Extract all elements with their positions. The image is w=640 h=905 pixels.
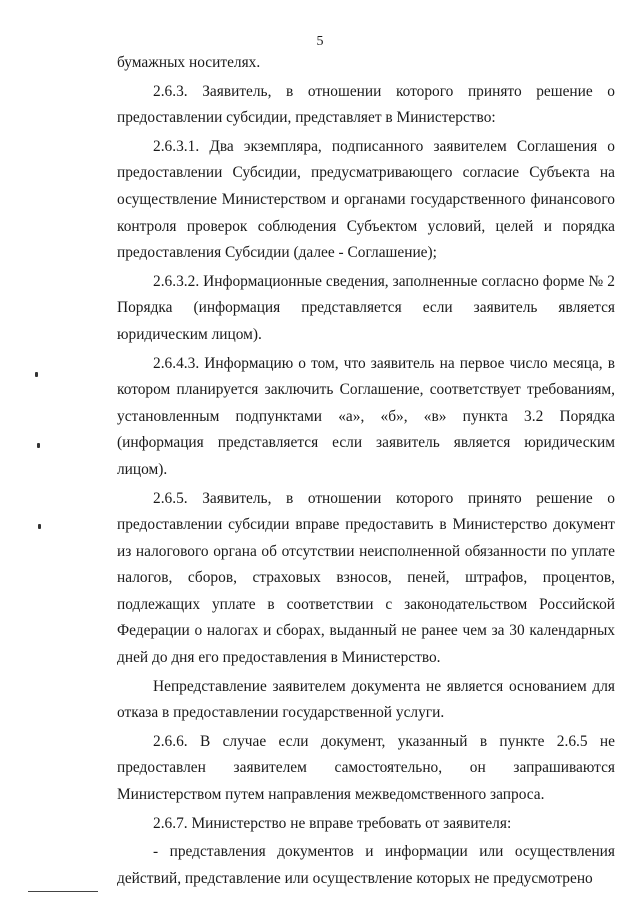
paragraph-non-submission: Непредставление заявителем документа не является основанием для отказа в предоставлении государственной услуги. xyxy=(117,677,615,722)
document-body xyxy=(117,50,615,892)
paragraph-2-6-6: 2.6.6. В случае если документ, указанный в пункте 2.6.5 не предоставлен заявителем самостоятельно, он запрашиваются Министерством путем направления межведомственного запроса. xyxy=(117,732,615,804)
page-number: 5 xyxy=(316,34,324,49)
paragraph-2-6-3-1: 2.6.3.1. Два экземпляра, подписанного заявителем Соглашения о предоставлении Субсидии, предусматривающего согласие Субъекта на осуществление Министерством и органами государственного финансового контроля проверок соблюдения Субъектом условий, целей и порядка предоставления Субсидии (далее - Соглашение); xyxy=(117,137,615,262)
paragraph-0: бумажных носителях. xyxy=(117,54,261,71)
paragraph-2-6-3: 2.6.3. Заявитель, в отношении которого принято решение о предоставлении субсидии, представляет в Министерство: xyxy=(117,82,615,127)
footnote-separator xyxy=(28,891,98,892)
margin-mark-dot xyxy=(37,443,40,448)
paragraph-2-6-3-2: 2.6.3.2. Информационные сведения, заполненные согласно форме № 2 Порядка (информация представляется если заявитель является юридическим лицом). xyxy=(117,272,615,343)
paragraph-2-6-7: 2.6.7. Министерство не вправе требовать от заявителя: xyxy=(153,814,512,832)
margin-mark-dot xyxy=(38,524,41,529)
paragraph-list-item-1: - представления документов и информации или осуществления действий, представление или осуществление которых не предусмотрено xyxy=(117,843,615,887)
paragraph-2-6-4-3: 2.6.4.3. Информацию о том, что заявитель на первое число месяца, в котором планируется заключить Соглашение, соответствует требованиям, установленным подпунктами «а», «б», «в» пункта 3.2 Порядка (информация представляется если заявитель является юридическим лицом). xyxy=(117,354,615,478)
margin-mark-dot xyxy=(35,372,38,377)
paragraph-2-6-5: 2.6.5. Заявитель, в отношении которого принято решение о предоставлении субсидии вправе предоставить в Министерство документ из налогового органа об отсутствии неисполненной обязанности по уплате налогов, сборов, страховых взносов, пеней, штрафов, процентов, подлежащих уплате в соответствии с законодательством Российской Федерации о налогах и сборах, выданный не ранее чем за 30 календарных дней до дня его предоставления в Министерство. xyxy=(117,489,615,667)
